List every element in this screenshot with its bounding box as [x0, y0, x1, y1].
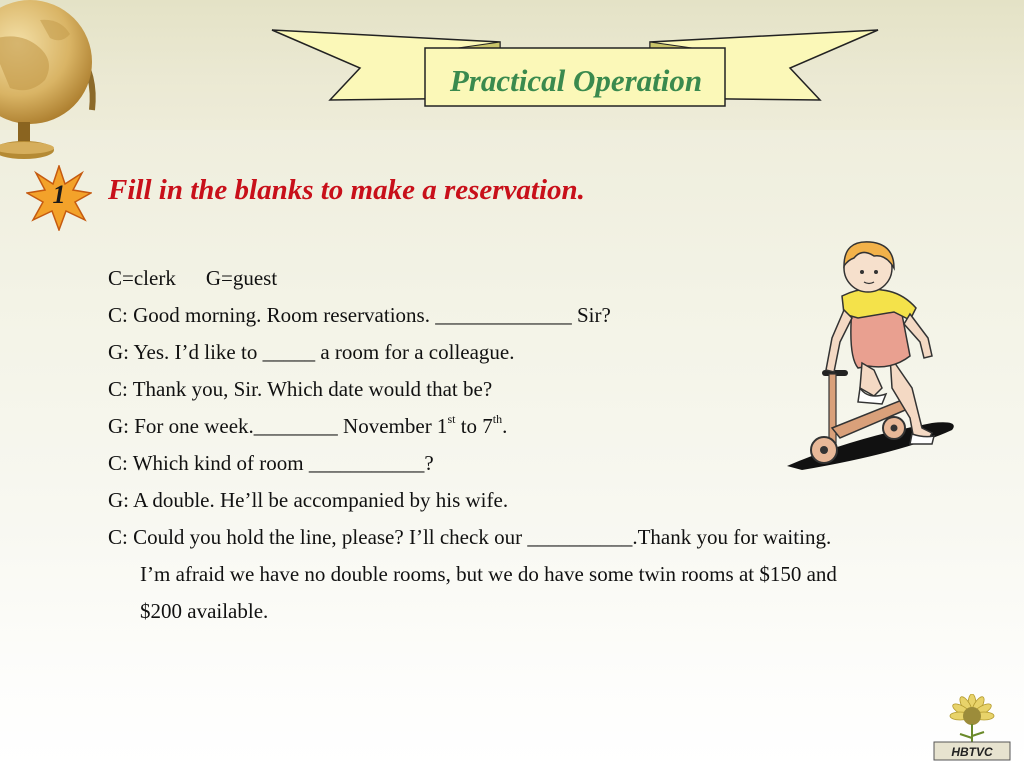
dialog-line: C: Good morning. Room reservations. _____________ Sir?: [108, 303, 611, 327]
dialog-line: C: Which kind of room ___________?: [108, 451, 434, 475]
step-number: 1: [52, 180, 66, 209]
superscript: st: [447, 412, 456, 426]
dialog-line: C: Could you hold the line, please? I’ll check our __________.Thank you for waiting.: [108, 525, 832, 549]
instruction-heading: Fill in the blanks to make a reservation.: [108, 174, 585, 206]
dialog-line: G: A double. He’ll be accompanied by his wife.: [108, 488, 509, 512]
superscript: th: [492, 412, 503, 426]
dialog-text-part: .: [502, 414, 508, 438]
page-title: Practical Operation: [449, 63, 703, 98]
dialog-line: I’m afraid we have no double rooms, but we do have some twin rooms at $150 and: [140, 562, 837, 586]
legend-guest: G=guest: [205, 266, 278, 290]
dialog-line: C: Thank you, Sir. Which date would that be?: [108, 377, 493, 401]
logo-text: HBTVC: [951, 745, 993, 759]
dialog-text-part: to 7: [455, 414, 493, 438]
dialog-line: G: Yes. I’d like to _____ a room for a colleague.: [108, 340, 515, 364]
dialog-line: $200 available.: [140, 599, 269, 623]
dialog-text-part: G: For one week.________ November 1: [108, 414, 448, 438]
globe-icon: [0, 0, 110, 175]
child-on-scooter-illustration: [782, 238, 962, 473]
legend-clerk: C=clerk: [108, 266, 176, 290]
